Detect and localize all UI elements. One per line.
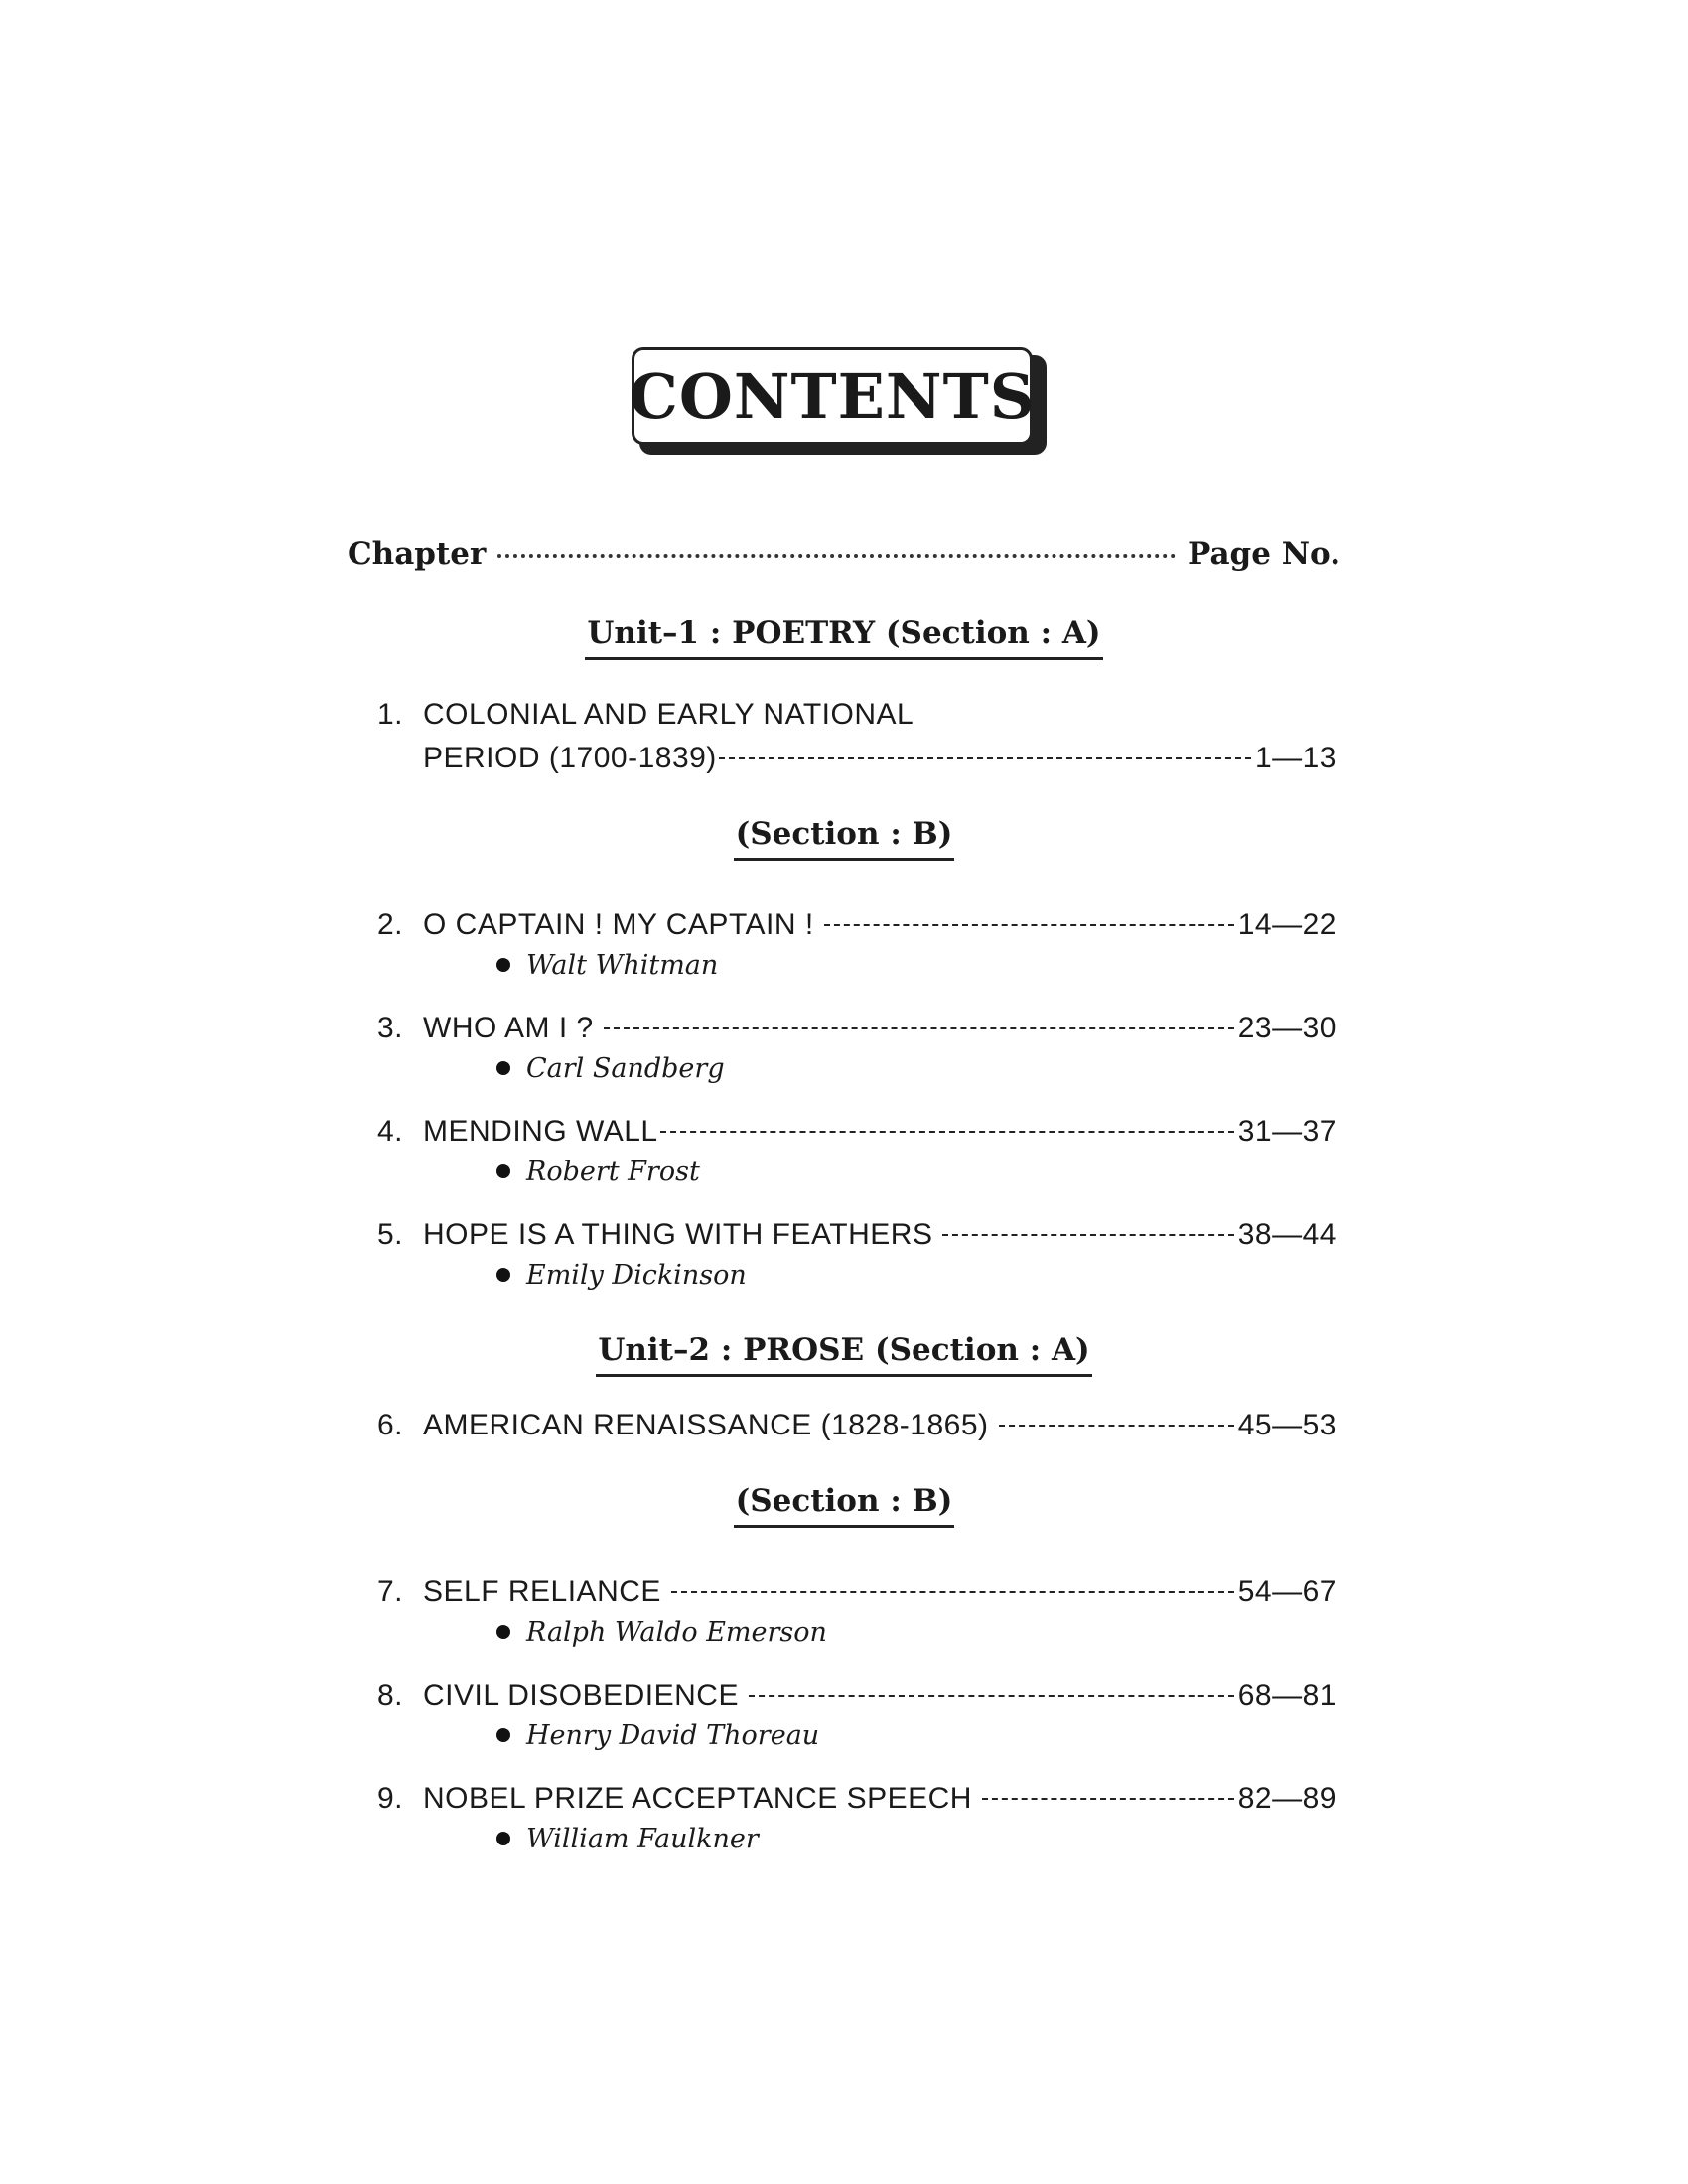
bullet-icon	[496, 1728, 510, 1742]
entry-pages: 68—81	[1237, 1679, 1336, 1711]
entry-title: O CAPTAIN ! MY CAPTAIN !	[423, 908, 814, 941]
unit2-heading-text: Unit–2 : PROSE (Section : A)	[596, 1332, 1091, 1377]
entry-pages: 23—30	[1237, 1012, 1336, 1044]
dash-leader	[671, 1591, 1234, 1593]
dash-leader	[942, 1234, 1233, 1236]
unit2-heading	[0, 1332, 1688, 1377]
unit2-section-b-heading	[0, 1483, 1688, 1528]
page-no-column-label: Page No.	[1187, 536, 1340, 572]
entry-number: 2.	[377, 908, 404, 941]
entry-number: 8.	[377, 1679, 404, 1711]
column-header	[348, 536, 1340, 580]
toc-entry-8[interactable]	[377, 1674, 1336, 1753]
dash-leader	[604, 1027, 1234, 1029]
entry-title-line1: COLONIAL AND EARLY NATIONAL	[423, 698, 914, 731]
bullet-icon	[496, 1625, 510, 1639]
entry-pages: 1—13	[1254, 742, 1336, 774]
bullet-icon	[496, 1832, 510, 1845]
entry-number: 4.	[377, 1115, 404, 1148]
unit1-heading-text: Unit–1 : POETRY (Section : A)	[585, 615, 1102, 660]
entry-pages: 31—37	[1237, 1115, 1336, 1148]
entry-author	[496, 1821, 1336, 1856]
entry-author	[496, 947, 1336, 983]
toc-entry-5[interactable]	[377, 1213, 1336, 1293]
contents-title-box	[629, 347, 1049, 459]
unit2-section-b-text: (Section : B)	[734, 1483, 955, 1528]
toc-entry-2[interactable]	[377, 903, 1336, 983]
entry-pages: 45—53	[1237, 1409, 1336, 1441]
toc-entry-1[interactable]	[377, 693, 1336, 780]
entry-title: CIVIL DISOBEDIENCE	[423, 1679, 739, 1711]
author-name: Ralph Waldo Emerson	[526, 1616, 827, 1648]
dash-leader	[999, 1425, 1234, 1427]
entry-author	[496, 1717, 1336, 1753]
entry-pages: 82—89	[1237, 1782, 1336, 1815]
page-title: CONTENTS	[632, 347, 1033, 445]
entry-title: AMERICAN RENAISSANCE (1828-1865)	[423, 1409, 989, 1441]
dash-leader	[824, 924, 1234, 926]
entry-1-line-2	[377, 737, 1336, 780]
entry-author	[496, 1050, 1336, 1086]
dash-leader	[660, 1131, 1234, 1133]
author-name: Carl Sandberg	[526, 1052, 725, 1084]
entry-number: 9.	[377, 1782, 404, 1815]
author-name: Henry David Thoreau	[526, 1719, 820, 1751]
bullet-icon	[496, 1061, 510, 1075]
dash-leader	[749, 1695, 1234, 1697]
toc-entry-4[interactable]	[377, 1110, 1336, 1189]
dash-leader	[982, 1798, 1234, 1800]
entry-pages: 14—22	[1237, 908, 1336, 941]
entry-number: 3.	[377, 1012, 404, 1044]
unit1-section-b-heading	[0, 816, 1688, 861]
chapter-column-label: Chapter	[348, 536, 487, 572]
entry-author	[496, 1257, 1336, 1293]
entry-number: 6.	[377, 1409, 404, 1441]
author-name: Robert Frost	[526, 1156, 700, 1187]
header-dot-leader	[497, 554, 1176, 558]
bullet-icon	[496, 958, 510, 972]
author-name: William Faulkner	[526, 1823, 759, 1854]
entry-title: NOBEL PRIZE ACCEPTANCE SPEECH	[423, 1782, 972, 1815]
unit1-heading	[0, 615, 1688, 660]
entry-author	[496, 1614, 1336, 1650]
entry-pages: 38—44	[1237, 1218, 1336, 1251]
toc-entry-6[interactable]	[377, 1404, 1336, 1447]
entry-title: WHO AM I ?	[423, 1012, 594, 1044]
bullet-icon	[496, 1164, 510, 1178]
toc-entry-3[interactable]	[377, 1007, 1336, 1086]
entry-pages: 54—67	[1237, 1575, 1336, 1608]
toc-entry-7[interactable]	[377, 1570, 1336, 1650]
unit1-section-b-text: (Section : B)	[734, 816, 955, 861]
entry-number: 5.	[377, 1218, 404, 1251]
entry-number: 7.	[377, 1575, 404, 1608]
author-name: Emily Dickinson	[526, 1259, 747, 1291]
toc-entry-9[interactable]	[377, 1777, 1336, 1856]
dash-leader	[719, 757, 1251, 759]
entry-author	[496, 1154, 1336, 1189]
entry-1-line-1	[377, 693, 1336, 737]
entry-title: MENDING WALL	[423, 1115, 658, 1148]
entry-title: SELF RELIANCE	[423, 1575, 661, 1608]
author-name: Walt Whitman	[526, 949, 719, 981]
bullet-icon	[496, 1268, 510, 1282]
entry-title: PERIOD (1700-1839)	[423, 742, 717, 774]
entry-title: HOPE IS A THING WITH FEATHERS	[423, 1218, 933, 1251]
entry-number: 1.	[377, 698, 404, 731]
